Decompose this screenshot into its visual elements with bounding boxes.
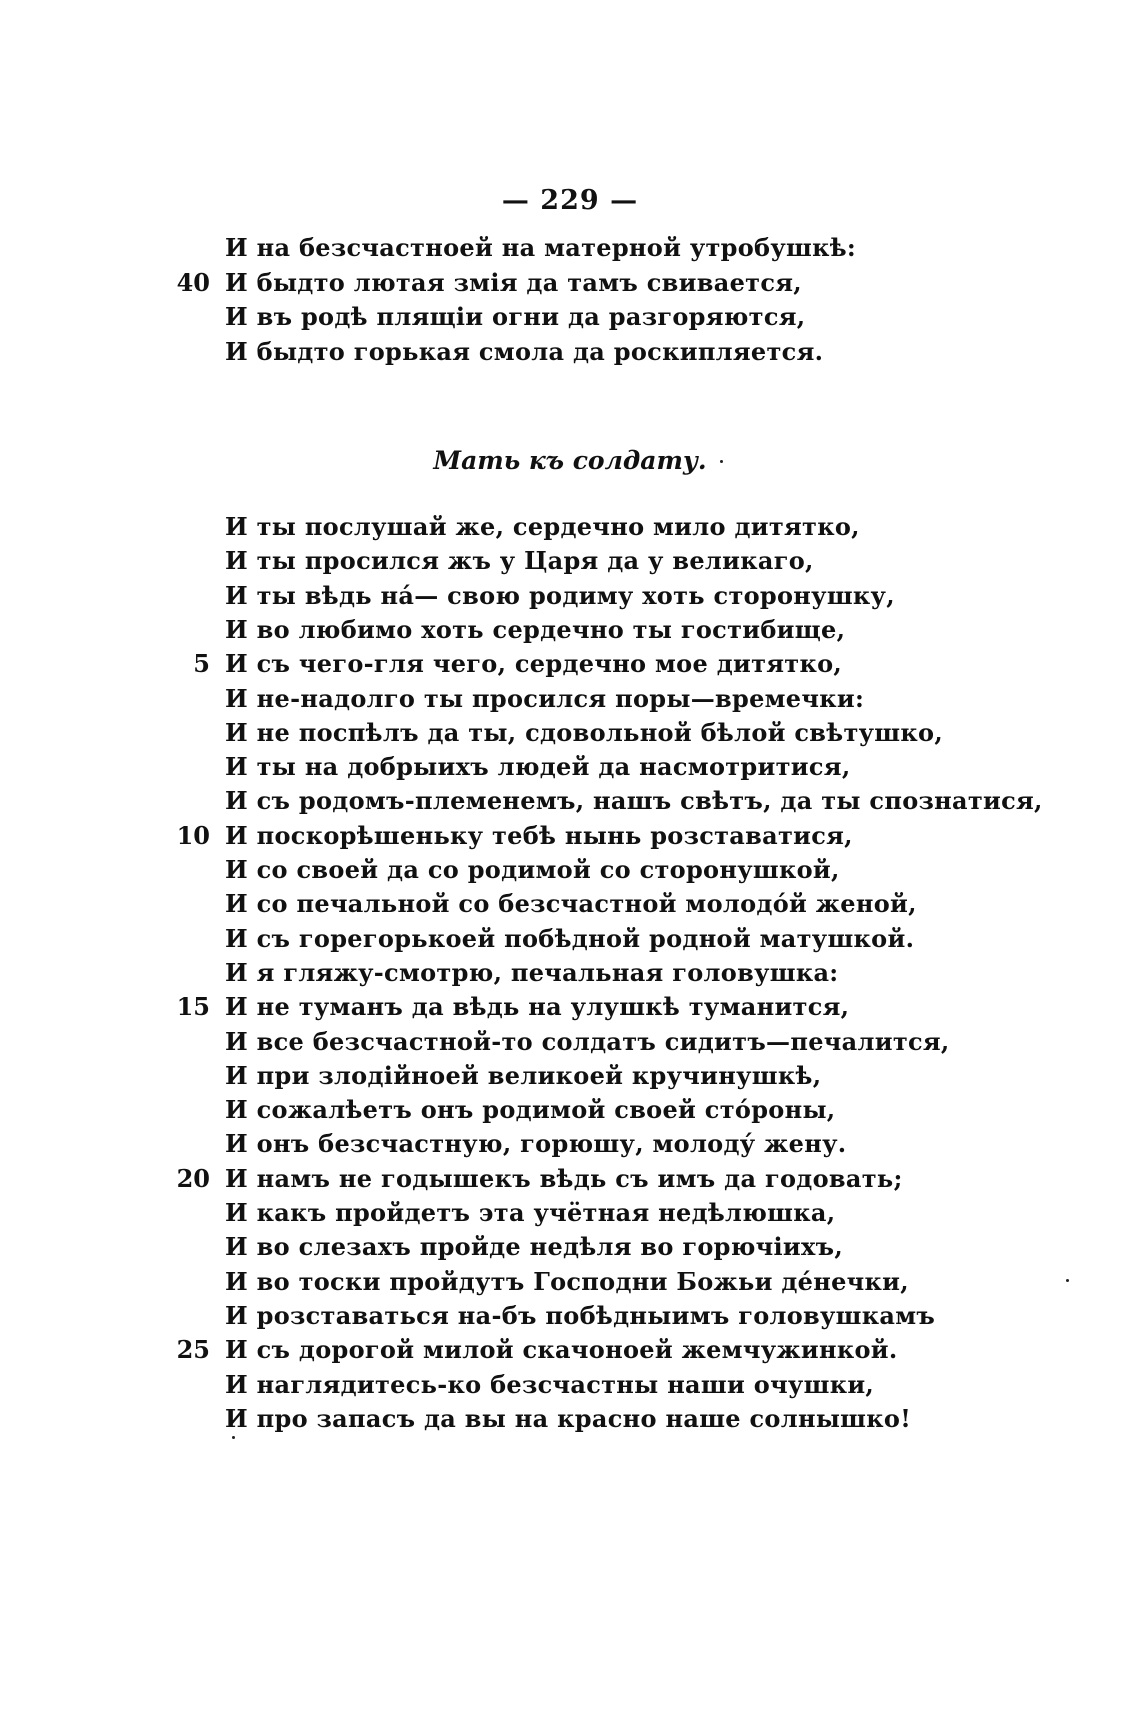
verse-line	[0, 1027, 1140, 1063]
verse-line	[0, 855, 1140, 891]
verse-text: И не-надолго ты просился поры—времечки:	[225, 683, 865, 713]
verse-line	[0, 649, 1140, 685]
verse-text: И съ чего-гля чего, сердечно мое дитятко,	[225, 649, 843, 679]
verse-line	[0, 992, 1140, 1028]
line-number: 10	[176, 820, 210, 850]
verse-text: И не поспѣлъ да ты, сдовольной бѣлой свѣтушко,	[225, 717, 943, 747]
verse-text: И съ дорогой милой скачоноей жемчужинкой.	[225, 1335, 898, 1365]
verse-line	[0, 924, 1140, 960]
verse-line	[0, 1198, 1140, 1234]
verse-line	[0, 958, 1140, 994]
verse-text: И со своей да со родимой со сторонушкой,	[225, 855, 840, 884]
verse-text: И намъ не годышекъ вѣдь съ имъ да годовать;	[225, 1163, 903, 1193]
verse-text: И со печальной со безсчастной молодо́й женой,	[225, 889, 917, 919]
verse-text: И на безсчастноей на матерной утробушкѣ:	[225, 233, 857, 262]
verse-line	[0, 337, 1140, 373]
line-number: 5	[193, 649, 210, 679]
print-speck	[720, 460, 723, 463]
verse-text: И быдто горькая смола да роскипляется.	[225, 336, 824, 366]
verse-text: И съ родомъ-племенемъ, нашъ свѣтъ, да ты спознатися,	[225, 786, 1043, 816]
verse-text: И сожалѣетъ онъ родимой своей сто́роны,	[225, 1095, 836, 1125]
verse-text: И какъ пройдетъ эта учётная недѣлюшка,	[225, 1198, 836, 1227]
verse-text: И во слезахъ пройде недѣля во горючіихъ,	[225, 1232, 844, 1262]
verse-line	[0, 821, 1140, 857]
verse-text: И все безсчастной-то солдатъ сидитъ—печалится,	[225, 1026, 950, 1056]
verse-line	[0, 718, 1140, 754]
page-number: — 229 —	[501, 185, 639, 216]
verse-line	[0, 1301, 1140, 1337]
verse-line	[0, 268, 1140, 304]
verse-text: И онъ безсчастную, горюшу, молоду́ жену.	[225, 1129, 847, 1159]
line-number: 15	[176, 992, 210, 1022]
verse-text: И въ родѣ плящіи огни да разгоряются,	[225, 302, 806, 331]
print-speck	[1066, 1279, 1069, 1282]
line-number: 25	[176, 1335, 210, 1365]
verse-line	[0, 581, 1140, 617]
verse-line	[0, 1404, 1140, 1440]
verse-text: И ты просился жъ у Царя да у великаго,	[225, 546, 814, 576]
print-speck	[232, 1436, 235, 1439]
verse-text: И во любимо хоть сердечно ты гостибище,	[225, 614, 846, 644]
verse-text: И ты вѣдь на́— свою родиму хоть сторонушку,	[225, 580, 895, 610]
verse-line	[0, 302, 1140, 338]
verse-line	[0, 233, 1140, 269]
verse-text: И быдто лютая змія да тамъ свивается,	[225, 267, 802, 297]
verse-text: И поскорѣшеньку тебѣ нынь розставатися,	[225, 820, 853, 850]
poem-title: Мать къ солдату.	[433, 446, 707, 475]
verse-line	[0, 1267, 1140, 1303]
verse-text: И ты послушай же, сердечно мило дитятко,	[225, 512, 860, 541]
verse-line	[0, 1061, 1140, 1097]
verse-line	[0, 1335, 1140, 1371]
verse-line	[0, 546, 1140, 582]
verse-line	[0, 1164, 1140, 1200]
verse-line	[0, 786, 1140, 822]
verse-text: И при злодійноей великоей кручинушкѣ,	[225, 1060, 822, 1090]
verse-line	[0, 1095, 1140, 1131]
verse-line	[0, 1129, 1140, 1165]
verse-text: И во тоски пройдутъ Господни Божьи де́нечки,	[225, 1266, 909, 1296]
verse-text: И про запасъ да вы на красно наше солнышко!	[225, 1403, 912, 1433]
verse-line	[0, 684, 1140, 720]
verse-text: И съ горегорькоей побѣдной родной матушкой.	[225, 923, 915, 953]
verse-line	[0, 1370, 1140, 1406]
verse-line	[0, 615, 1140, 651]
verse-line	[0, 512, 1140, 548]
line-number: 40	[176, 267, 210, 297]
verse-text: И я гляжу-смотрю, печальная головушка:	[225, 957, 839, 987]
verse-text: И ты на добрыихъ людей да насмотритися,	[225, 752, 851, 782]
verse-line	[0, 1232, 1140, 1268]
verse-line	[0, 889, 1140, 925]
line-number: 20	[176, 1163, 210, 1193]
verse-text: И розставаться на-бъ побѣдныимъ головушкамъ	[225, 1300, 936, 1330]
verse-text: И не туманъ да вѣдь на улушкѣ туманится,	[225, 992, 850, 1022]
verse-text: И наглядитесь-ко безсчастны наши очушки,	[225, 1369, 875, 1399]
verse-line	[0, 752, 1140, 788]
